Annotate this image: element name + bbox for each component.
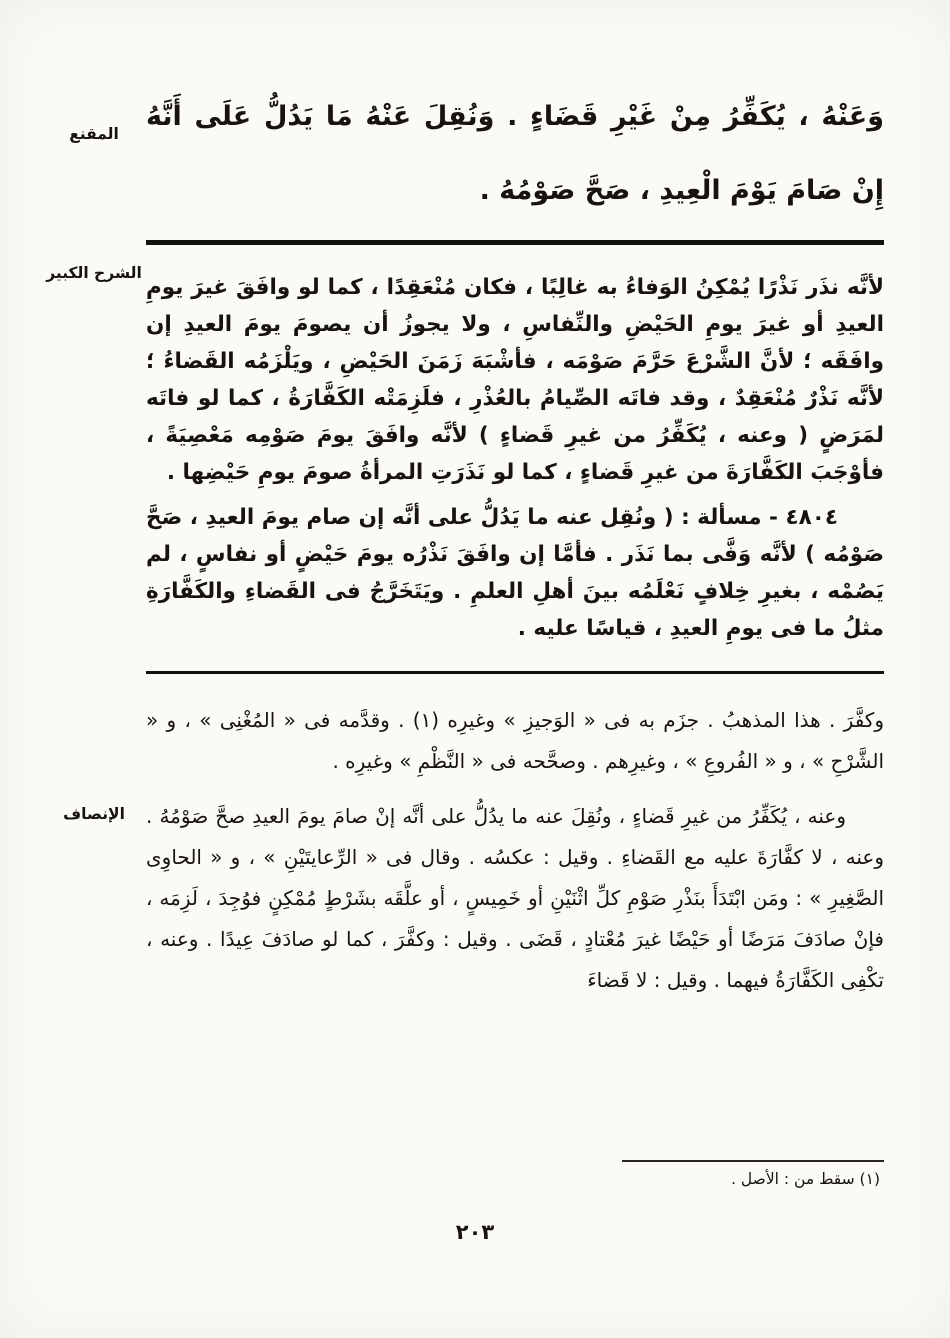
sharh-paragraph-2: ٤٨٠٤ - مسألة : ( ونُقِل عنه ما يَدُلُّ على أنَّه إن صام يومَ العيدِ ، صَحَّ صَوْمُه ) لأنَّه وَفَّى بما نَذَر . فأمَّا إن وافَقَ نَذْرُه يومَ حَيْضٍ أو نفاسٍ ، لم يَصُمْه ، بغيرِ خِلافٍ نَعْلَمُه بينَ أهلِ العلمِ . ويَتَخَرَّجُ فى القَضاءِ والكَفَّارَةِ مثلُ ما فى يومِ العيدِ ، قياسًا عليه .: [146, 505, 884, 641]
insaf-paragraph-1: وكفَّرَ . هذا المذهبُ . جزَم به فى « الوَجيزِ » وغيرِه (١) . وقدَّمه فى « المُغْنِى » ، و « الشَّرْحِ » ، و « الفُروعِ » ، وغيرِهم . وصحَّحه فى « النَّظْمِ » وغيرِه .: [146, 708, 884, 773]
sharh-paragraph-1: لأنَّه نذَر نَذْرًا يُمْكِنُ الوَفاءُ به غالِبًا ، فكان مُنْعَقِدًا ، كما لو وافَقَ غيرَ يومِ العيدِ أو غيرَ يومِ الحَيْضِ والنِّفاسِ ، ولا يجوزُ أن يصومَ يومَ العيدِ إن وافَقَه ؛ لأنَّ الشَّرْعَ حَرَّمَ صَوْمَه ، فأشْبَهَ زَمَنَ الحَيْضِ ، ويَلْزَمُه القَضاءُ ؛ لأنَّه نَذْرٌ مُنْعَقِدٌ ، وقد فاتَه الصِّيامُ بالعُذْرِ ، فلَزِمَتْه الكَفَّارَةُ ، كما لو فاتَه لمَرَضٍ ( وعنه ، يُكَفِّرُ من غيرِ قَضاءٍ ) لأنَّه وافَقَ يومَ صَوْمِه مَعْصِيَةً ، فأوْجَبَ الكَفَّارَةَ من غيرِ قَضاءٍ ، كما لو نَذَرَتِ المرأةُ صومَ يومِ حَيْضِها .: [146, 275, 884, 485]
insaf-paragraph-2: وعنه ، يُكَفِّرُ من غيرِ قَضاءٍ ، ونُقِلَ عنه ما يدُلُّ على أنَّه إنْ صامَ يومَ العيدِ صحَّ صَوْمُهُ . وعنه ، لا كفَّارَةَ عليه مع القَضاءِ . وقيل : عكسُه . وقال فى « الرِّعايتَيْنِ » ، و « الحاوِى الصَّغِيرِ » : ومَن ابْتَدَأَ بنَذْرِ صَوْمِ كلِّ اثْنَيْنِ أو خَمِيسٍ ، أو علَّقَه بشَرْطٍ مُمْكِنٍ فوُجِدَ ، لَزِمَه ، فإنْ صادَفَ مَرَضًا أو حَيْضًا غيرَ مُعْتادٍ ، قَضَى . وقيل : وكفَّرَ ، كما لو صادَفَ عِيدًا . وعنه ، تكْفِى الكَفَّارَةُ فيهما . وقيل : لا قَضاءَ: [146, 804, 884, 992]
matn-text: وَعَنْهُ ، يُكَفِّرُ مِنْ غَيْرِ قَضَاءٍ . وَنُقِلَ عَنْهُ مَا يَدُلُّ عَلَى أَنَّهُ إِنْ صَامَ يَوْمَ الْعِيدِ ، صَحَّ صَوْمُهُ .: [146, 101, 884, 206]
section-divider-thin: [146, 671, 884, 674]
page-number: ٢٠٣: [455, 1220, 495, 1244]
insaf-section: [146, 700, 884, 1001]
margin-label-insaf: الإنصاف: [63, 805, 125, 823]
margin-label-muqni: المقنع: [69, 125, 119, 143]
text-column: [146, 80, 884, 1001]
footnote: (١) سقط من : الأصل .: [731, 1170, 880, 1188]
margin-label-sharh-kabir: الشرح الكبير: [46, 264, 142, 282]
section-divider-thick: [146, 240, 884, 245]
footnote-divider: [622, 1160, 884, 1162]
sharh-section: [146, 269, 884, 647]
